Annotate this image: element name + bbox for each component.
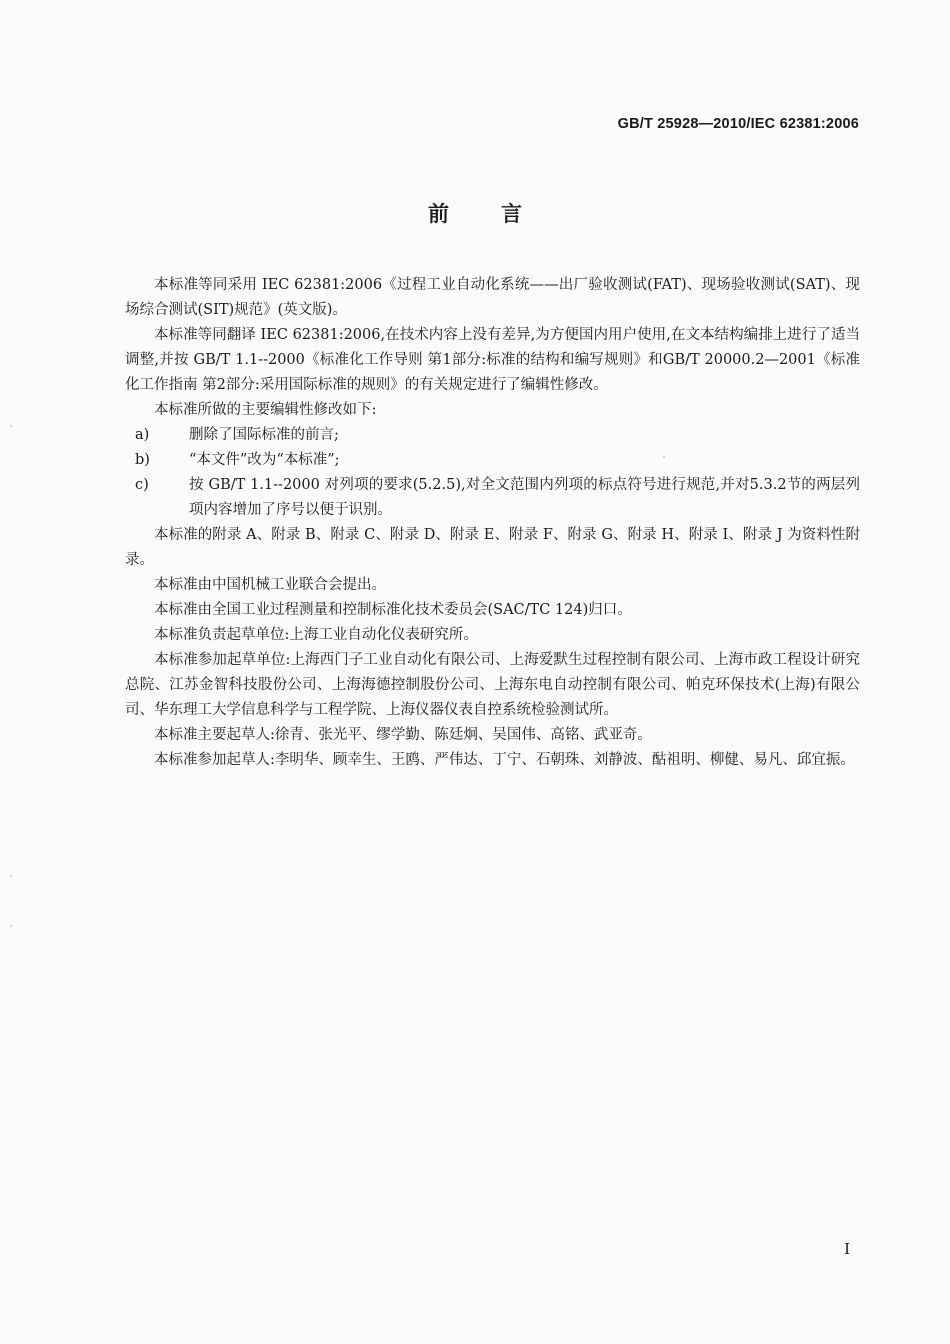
scan-speck	[10, 875, 12, 877]
paragraph-annexes: 本标准的附录 A、附录 B、附录 C、附录 D、附录 E、附录 F、附录 G、附录 H、附录 I、附录 J 为资料性附录。	[125, 527, 860, 568]
standard-code: GB/T 25928—2010/IEC 62381:2006	[617, 116, 859, 132]
paragraph-committee: 本标准由全国工业过程测量和控制标准化技术委员会(SAC/TC 124)归口。	[154, 602, 632, 618]
paragraph-main-drafters: 本标准主要起草人:徐青、张光平、缪学勤、陈廷炯、吴国伟、高铭、武亚奇。	[154, 727, 652, 743]
list-item-marker: b)	[135, 452, 150, 468]
paragraph-adoption: 本标准等同采用 IEC 62381:2006《过程工业自动化系统——出厂验收测试(FAT)、现场验收测试(SAT)、现场综合测试(SIT)规范》(英文版)。	[125, 277, 860, 318]
list-item-marker: c)	[135, 477, 149, 493]
scan-speck	[10, 425, 12, 427]
list-item	[125, 448, 860, 473]
list-item-text: 按 GB/T 1.1--2000 对列项的要求(5.2.5),对全文范围内列项的标点符号进行规范,并对5.3.2节的两层列项内容增加了序号以便于识别。	[189, 477, 860, 518]
scan-speck	[663, 456, 665, 458]
scan-speck	[10, 925, 12, 927]
list-item	[125, 473, 860, 523]
page-title: 前言	[428, 202, 574, 226]
paragraph-modifications-intro: 本标准所做的主要编辑性修改如下:	[154, 402, 377, 418]
paragraph-drafting-unit: 本标准负责起草单位:上海工业自动化仪表研究所。	[154, 627, 478, 643]
list-item-text: 删除了国际标准的前言;	[189, 427, 339, 443]
paragraph-participating-drafters: 本标准参加起草人:李明华、顾幸生、王鸥、严伟达、丁宁、石朝珠、刘静波、酤祖明、柳健、易凡、邱宜振。	[154, 752, 855, 768]
paragraph-proposer: 本标准由中国机械工业联合会提出。	[154, 577, 386, 593]
paragraph-participating-units: 本标准参加起草单位:上海西门子工业自动化有限公司、上海爱默生过程控制有限公司、上海市政工程设计研究总院、江苏金智科技股份公司、上海海德控制股份公司、上海东电自动控制有限公司、帕克环保技术(上海)有限公司、华东理工大学信息科学与工程学院、上海仪器仪表自控系统检验测试所。	[125, 652, 860, 718]
list-item-text: “本文件”改为“本标准”;	[189, 452, 340, 468]
list-item	[125, 423, 860, 448]
list-item-marker: a)	[135, 427, 150, 443]
page-number: I	[844, 1240, 850, 1258]
foreword-body	[125, 273, 860, 773]
paragraph-translation: 本标准等同翻译 IEC 62381:2006,在技术内容上没有差异,为方便国内用户使用,在文本结构编排上进行了适当调整,并按 GB/T 1.1--2000《标准化工作导则 第1部分:标准的结构和编写规则》和GB/T 20000.2—2001《标准化工作指南 第2部分:采用国际标准的规则》的有关规定进行了编辑性修改。	[125, 327, 860, 393]
